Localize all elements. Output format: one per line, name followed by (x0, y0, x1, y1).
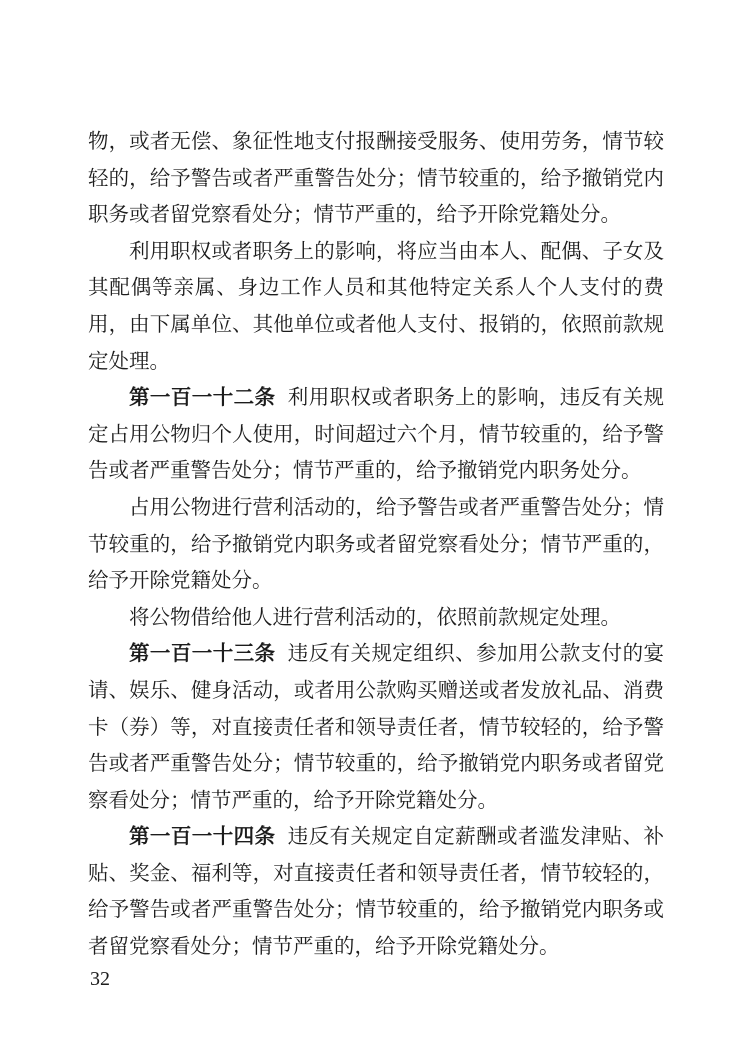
article-number: 第一百一十二条 (129, 387, 276, 410)
paragraph-text: 占用公物进行营利活动的，给予警告或者严重警告处分；情节较重的，给予撤销党内职务或者留党察看处分；情节严重的，给予开除党籍处分。 (88, 496, 664, 593)
paragraph (88, 600, 664, 637)
article-number: 第一百一十三条 (129, 643, 276, 666)
paragraph-article-114 (88, 819, 664, 965)
paragraph-text: 违反有关规定组织、参加用公款支付的宴请、娱乐、健身活动，或者用公款购买赠送或者发放礼品、消费卡（券）等，对直接责任者和领导责任者，情节较轻的，给予警告或者严重警告处分；情节较重的，给予撤销党内职务或者留党察看处分；情节严重的，给予开除党籍处分。 (88, 643, 665, 812)
paragraph-text: 将公物借给他人进行营利活动的，依照前款规定处理。 (129, 606, 621, 629)
page-body (88, 124, 664, 966)
paragraph-text: 利用职权或者职务上的影响，将应当由本人、配偶、子女及其配偶等亲属、身边工作人员和其他特定关系人个人支付的费用，由下属单位、其他单位或者他人支付、报销的，依照前款规定处理。 (88, 240, 664, 373)
paragraph-article-113 (88, 636, 664, 819)
paragraph-text: 利用职权或者职务上的影响，违反有关规定占用公物归个人使用，时间超过六个月，情节较重的，给予警告或者严重警告处分；情节严重的，给予撤销党内职务处分。 (88, 387, 665, 483)
paragraph (88, 490, 664, 600)
paragraph-continuation (88, 124, 664, 234)
paragraph (88, 234, 664, 380)
article-number: 第一百一十四条 (129, 826, 276, 849)
paragraph-text: 违反有关规定自定薪酬或者滥发津贴、补贴、奖金、福利等，对直接责任者和领导责任者，情节较轻的，给予警告或者严重警告处分；情节较重的，给予撤销党内职务或者留党察看处分；情节严重的，给予开除党籍处分。 (88, 826, 665, 959)
paragraph-article-112 (88, 380, 664, 490)
page-number: 32 (90, 968, 110, 990)
paragraph-text: 物，或者无偿、象征性地支付报酬接受服务、使用劳务，情节较轻的，给予警告或者严重警告处分；情节较重的，给予撤销党内职务或者留党察看处分；情节严重的，给予开除党籍处分。 (88, 131, 664, 227)
